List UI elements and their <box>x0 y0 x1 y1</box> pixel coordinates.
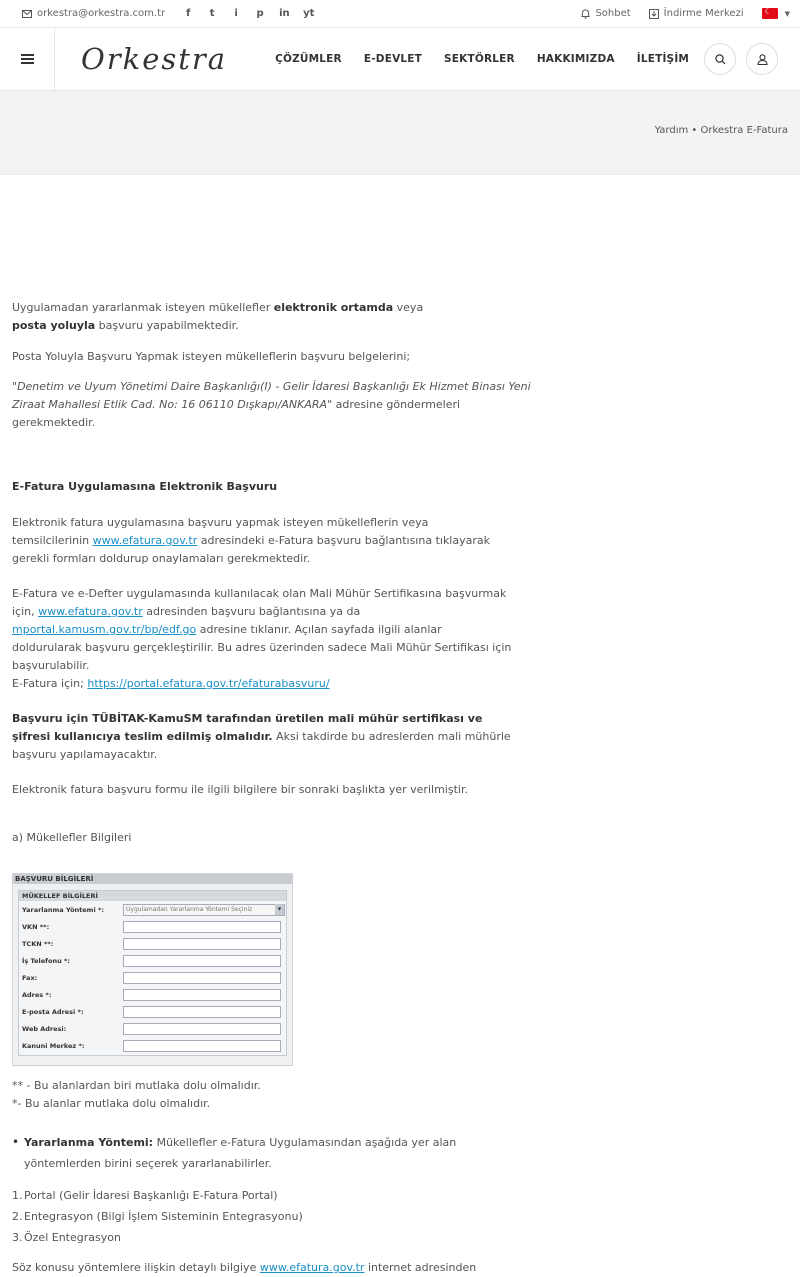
subsection-label: a) Mükellefler Bilgileri <box>12 831 132 844</box>
form-title: BAŞVURU BİLGİLERİ <box>13 874 292 884</box>
form-label: Yararlanma Yöntemi *: <box>22 905 104 914</box>
user-icon <box>757 54 768 65</box>
main-navbar <box>0 28 800 91</box>
ordered-list <box>12 1185 303 1248</box>
vkn-field <box>123 921 281 933</box>
section-heading: E-Fatura Uygulamasına Elektronik Başvuru <box>12 480 278 493</box>
legal-center-field <box>123 1040 281 1052</box>
list-item: • Yararlanma Yöntemi: Mükellefler e-Fatura Uygulamasından aşağıda yer alan yöntemlerden birini seçerek yararlanabilirler. <box>12 1132 462 1174</box>
youtube-icon[interactable]: yt <box>303 8 315 19</box>
note-text: *- Bu alanlar mutlaka dolu olmalıdır. <box>12 1097 211 1110</box>
form-label: Adres *: <box>22 990 52 999</box>
chevron-down-icon: ▼ <box>784 9 790 18</box>
nav-item-e-government[interactable]: E-DEVLET <box>363 53 423 65</box>
list-item: 1. Portal (Gelir İdaresi Başkanlığı E-Fatura Portal) <box>12 1189 278 1202</box>
email-field <box>123 1006 281 1018</box>
efatura-portal-link[interactable]: https://portal.efatura.gov.tr/efaturabasvuru/ <box>87 677 330 690</box>
linkedin-icon[interactable]: in <box>279 8 290 19</box>
electronic-application-paragraph: Elektronik fatura uygulamasına başvuru yapmak isteyen mükelleflerin veya temsilcilerinin www.efatura.gov.tr adresindeki e-Fatura başvuru bağlantısına tıklayarak gerekli formları doldurup onaylamaları gerekmektedir. <box>12 516 490 565</box>
form-label: İş Telefonu *: <box>22 956 70 965</box>
form-label: Fax: <box>22 973 38 982</box>
form-label: E-posta Adresi *: <box>22 1007 84 1016</box>
download-icon <box>649 9 659 19</box>
form-notes <box>12 1077 261 1113</box>
form-label: TCKN **: <box>22 939 54 948</box>
application-form-image <box>12 873 293 1066</box>
top-bar <box>0 0 800 28</box>
nav-item-solutions[interactable]: ÇÖZÜMLER <box>275 53 342 65</box>
intro-paragraph: Uygulamadan yararlanmak isteyen mükellefler elektronik ortamda veya posta yoluyla başvuru yapabilmektedir. <box>12 301 424 332</box>
contact-email[interactable] <box>22 8 165 19</box>
breadcrumb[interactable]: Yardım • Orkestra E-Fatura <box>654 125 788 136</box>
twitter-icon[interactable]: t <box>209 8 215 19</box>
postal-address-paragraph: "Denetim ve Uyum Yönetimi Daire Başkanlığı(I) - Gelir İdaresi Başkanlığı Ek Hizmet Binası Yeni Ziraat Mahallesi Etlik Cad. No: 16 06110 Dışkapı/ANKARA" adresine göndermeleri gerekmektedir. <box>12 380 531 429</box>
next-section-paragraph: Elektronik fatura başvuru formu ile ilgili bilgilere bir sonraki başlıkta yer verilmiştir. <box>12 783 468 796</box>
closing-paragraph: Söz konusu yöntemlere ilişkin detaylı bilgiye www.efatura.gov.tr internet adresinden <box>12 1261 477 1274</box>
instagram-icon[interactable]: i <box>234 8 238 19</box>
certificate-warning-paragraph: Başvuru için TÜBİTAK-KamuSM tarafından üretilen mali mühür sertifikası ve şifresi kullanıcıya teslim edilmiş olmalıdır. Aksi takdirde bu adreslerden mali mühürle başvuru yapılamayacaktır. <box>12 712 511 761</box>
web-field <box>123 1023 281 1035</box>
efatura-link-3[interactable]: www.efatura.gov.tr <box>259 1261 365 1274</box>
form-label: Web Adresi: <box>22 1024 67 1033</box>
hamburger-icon <box>21 54 34 64</box>
chat-link[interactable] <box>581 8 630 19</box>
search-button[interactable] <box>704 43 736 75</box>
list-item: 3. Özel Entegrasyon <box>12 1231 121 1244</box>
tckn-field <box>123 938 281 950</box>
pinterest-icon[interactable]: p <box>256 8 264 19</box>
efatura-portal-paragraph: E-Fatura için; https://portal.efatura.gov.tr/efaturabasvuru/ <box>12 677 330 690</box>
list-item: 2. Entegrasyon (Bilgi İşlem Sisteminin Entegrasyonu) <box>12 1210 303 1223</box>
download-center-label: İndirme Merkezi <box>663 8 744 19</box>
language-selector[interactable] <box>762 8 790 19</box>
phone-field <box>123 955 281 967</box>
menu-toggle-button[interactable] <box>0 28 55 91</box>
nav-item-about[interactable]: HAKKIMIZDA <box>536 53 615 65</box>
contact-email-text: orkestra@orkestra.com.tr <box>37 8 166 19</box>
turkish-flag-icon <box>762 8 778 19</box>
bullet-list <box>12 1132 462 1174</box>
nav-item-contact[interactable]: İLETİŞİM <box>636 53 690 65</box>
mail-icon <box>22 10 32 18</box>
method-select: Uygulamadan Yararlanma Yöntemi Seçiniz ▾ <box>123 904 285 916</box>
form-label: VKN **: <box>22 922 50 931</box>
efatura-link[interactable]: www.efatura.gov.tr <box>92 534 198 547</box>
kamusm-link[interactable]: mportal.kamusm.gov.tr/bp/edf.go <box>12 623 197 636</box>
efatura-link-2[interactable]: www.efatura.gov.tr <box>38 605 143 618</box>
main-menu <box>275 53 689 65</box>
note-text: ** - Bu alanlardan biri mutlaka dolu olmalıdır. <box>12 1079 261 1092</box>
download-center-link[interactable] <box>649 8 744 19</box>
account-button[interactable] <box>746 43 778 75</box>
seal-certificate-paragraph: E-Fatura ve e-Defter uygulamasında kullanılacak olan Mali Mühür Sertifikasına başvurmak için, www.efatura.gov.tr adresinden başvuru bağlantısına ya da mportal.kamusm.gov.tr/bp/edf.go adresine tıklanır. Açılan sayfada ilgili alanlar doldurularak başvuru gerçekleştirilir. Bu adres üzerinden sadece Mali Mühür Sertifikası için başvurulabilir. <box>12 587 512 672</box>
address-field <box>123 989 281 1001</box>
page-header-band <box>0 91 800 175</box>
facebook-icon[interactable]: f <box>185 8 191 19</box>
postal-paragraph: Posta Yoluyla Başvuru Yapmak isteyen mükelleflerin başvuru belgelerini; <box>12 350 411 363</box>
search-icon <box>715 54 726 65</box>
chat-label: Sohbet <box>595 8 631 19</box>
nav-item-sectors[interactable]: SEKTÖRLER <box>444 53 515 65</box>
social-links <box>183 8 313 19</box>
site-logo[interactable]: Orkestra <box>81 42 228 76</box>
fax-field <box>123 972 281 984</box>
form-section-title: MÜKELLEF BİLGİLERİ <box>19 891 286 901</box>
form-label: Kanuni Merkez *: <box>22 1041 85 1050</box>
bell-icon <box>581 9 590 19</box>
